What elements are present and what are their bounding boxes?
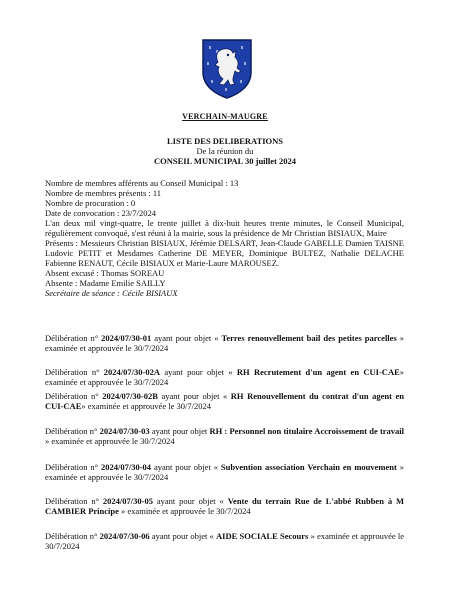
excused-member: Absent excusé : Thomas SOREAU <box>45 268 165 278</box>
members-present: Nombre de membres présents : 11 <box>45 188 162 198</box>
deliberation-subject: RH Renouvellement du contrat d'un agent en CUI-CAE <box>45 391 405 411</box>
session-secretary: Secrétaire de séance : Cécile BISIAUX <box>45 288 178 298</box>
present-members: Présents : Messieurs Christian BISIAUX, Jérémie DELSART, Jean-Claude GABELLE Damien TAISNE Ludovic PETIT et Mesdames Catherine DE MEYER, Dominique BULTEZ, Nathalie DELACHE Fabienne RENAUT, Cécile BISIAUX et Marie-Laure MAROUSEZ. <box>45 238 404 268</box>
deliberation-subject: Vente du terrain Rue de L'abbé Rubben à M CAMBIER Principe <box>45 496 404 516</box>
deliberation-item: Délibération n° 2024/07/30-06 ayant pour objet « AIDE SOCIALE Secours » examinée et approuvée le 30/7/2024 <box>45 531 404 551</box>
deliberation-item: Délibération n° 2024/07/30-03 ayant pour objet RH : Personnel non titulaire Accroissement de travail » examinée et approuvée le 30/7/2024 <box>45 426 405 446</box>
members-total: Nombre de membres afférents au Conseil Municipal : 13 <box>45 178 239 188</box>
deliberation-number: 2024/07/30-01 <box>101 333 152 343</box>
deliberation-subject: RH Recrutement d'un agent en CUI-CAE <box>236 367 400 377</box>
deliberation-number: 2024/07/30-06 <box>99 531 150 541</box>
municipality-name: VERCHAIN-MAUGRE <box>182 112 268 121</box>
coat-of-arms-logo <box>201 38 253 100</box>
document-title: LISTE DES DELIBERATIONS <box>166 136 284 146</box>
opening-statement: L'an deux mil vingt-quatre, le trente juillet à dix-huit heures trente minutes, le Conseil Municipal, régulièrement convoqué, s'est réuni à la mairie, sous la présidence de Mr Christian BISIAUX, Maire <box>45 218 404 238</box>
deliberation-subject: Subvention association Verchain en mouvement <box>220 462 397 472</box>
deliberation-subject: RH : Personnel non titulaire Accroissement de travail <box>209 426 405 436</box>
deliberation-item: Délibération n° 2024/07/30-05 ayant pour objet « Vente du terrain Rue de L'abbé Rubben à M CAMBIER Principe » examinée et approuvée le 30/7/2024 <box>45 496 404 516</box>
deliberation-list <box>45 333 404 551</box>
deliberation-item: Délibération n° 2024/07/30-01 ayant pour objet « Terres renouvellement bail des petites parcelles » examinée et approuvée le 30/7/2024 <box>45 333 405 353</box>
meeting-title: CONSEIL MUNICIPAL 30 juillet 2024 <box>154 156 296 166</box>
deliberation-subject: AIDE SOCIALE Secours <box>216 531 309 541</box>
document-header <box>0 136 450 166</box>
deliberation-subject: Terres renouvellement bail des petites parcelles <box>221 333 397 343</box>
meeting-info <box>45 178 404 298</box>
deliberation-item: Délibération n° 2024/07/30-04 ayant pour objet « Subvention association Verchain en mouvement » examinée et approuvée le 30/7/2024 <box>45 462 405 482</box>
convocation-date: Date de convocation : 23/7/2024 <box>45 208 156 218</box>
proxy-count: Nombre de procuration : 0 <box>45 198 136 208</box>
deliberation-item: Délibération n° 2024/07/30-02A ayant pour objet « RH Recrutement d'un agent en CUI-CAE» examinée et approuvée le 30/7/2024 <box>45 367 405 387</box>
absent-member: Absente : Madame Emilie SAILLY <box>45 278 166 288</box>
document-subtitle: De la réunion du <box>196 146 254 156</box>
deliberation-number: 2024/07/30-03 <box>99 426 150 436</box>
deliberation-number: 2024/07/30-02B <box>102 391 158 401</box>
deliberation-number: 2024/07/30-05 <box>102 496 153 506</box>
deliberation-number: 2024/07/30-02A <box>103 367 160 377</box>
deliberation-number: 2024/07/30-04 <box>100 462 152 472</box>
deliberation-item: Délibération n° 2024/07/30-02B ayant pour objet « RH Renouvellement du contrat d'un agent en CUI-CAE» examinée et approuvée le 30/7/2024 <box>45 391 405 411</box>
